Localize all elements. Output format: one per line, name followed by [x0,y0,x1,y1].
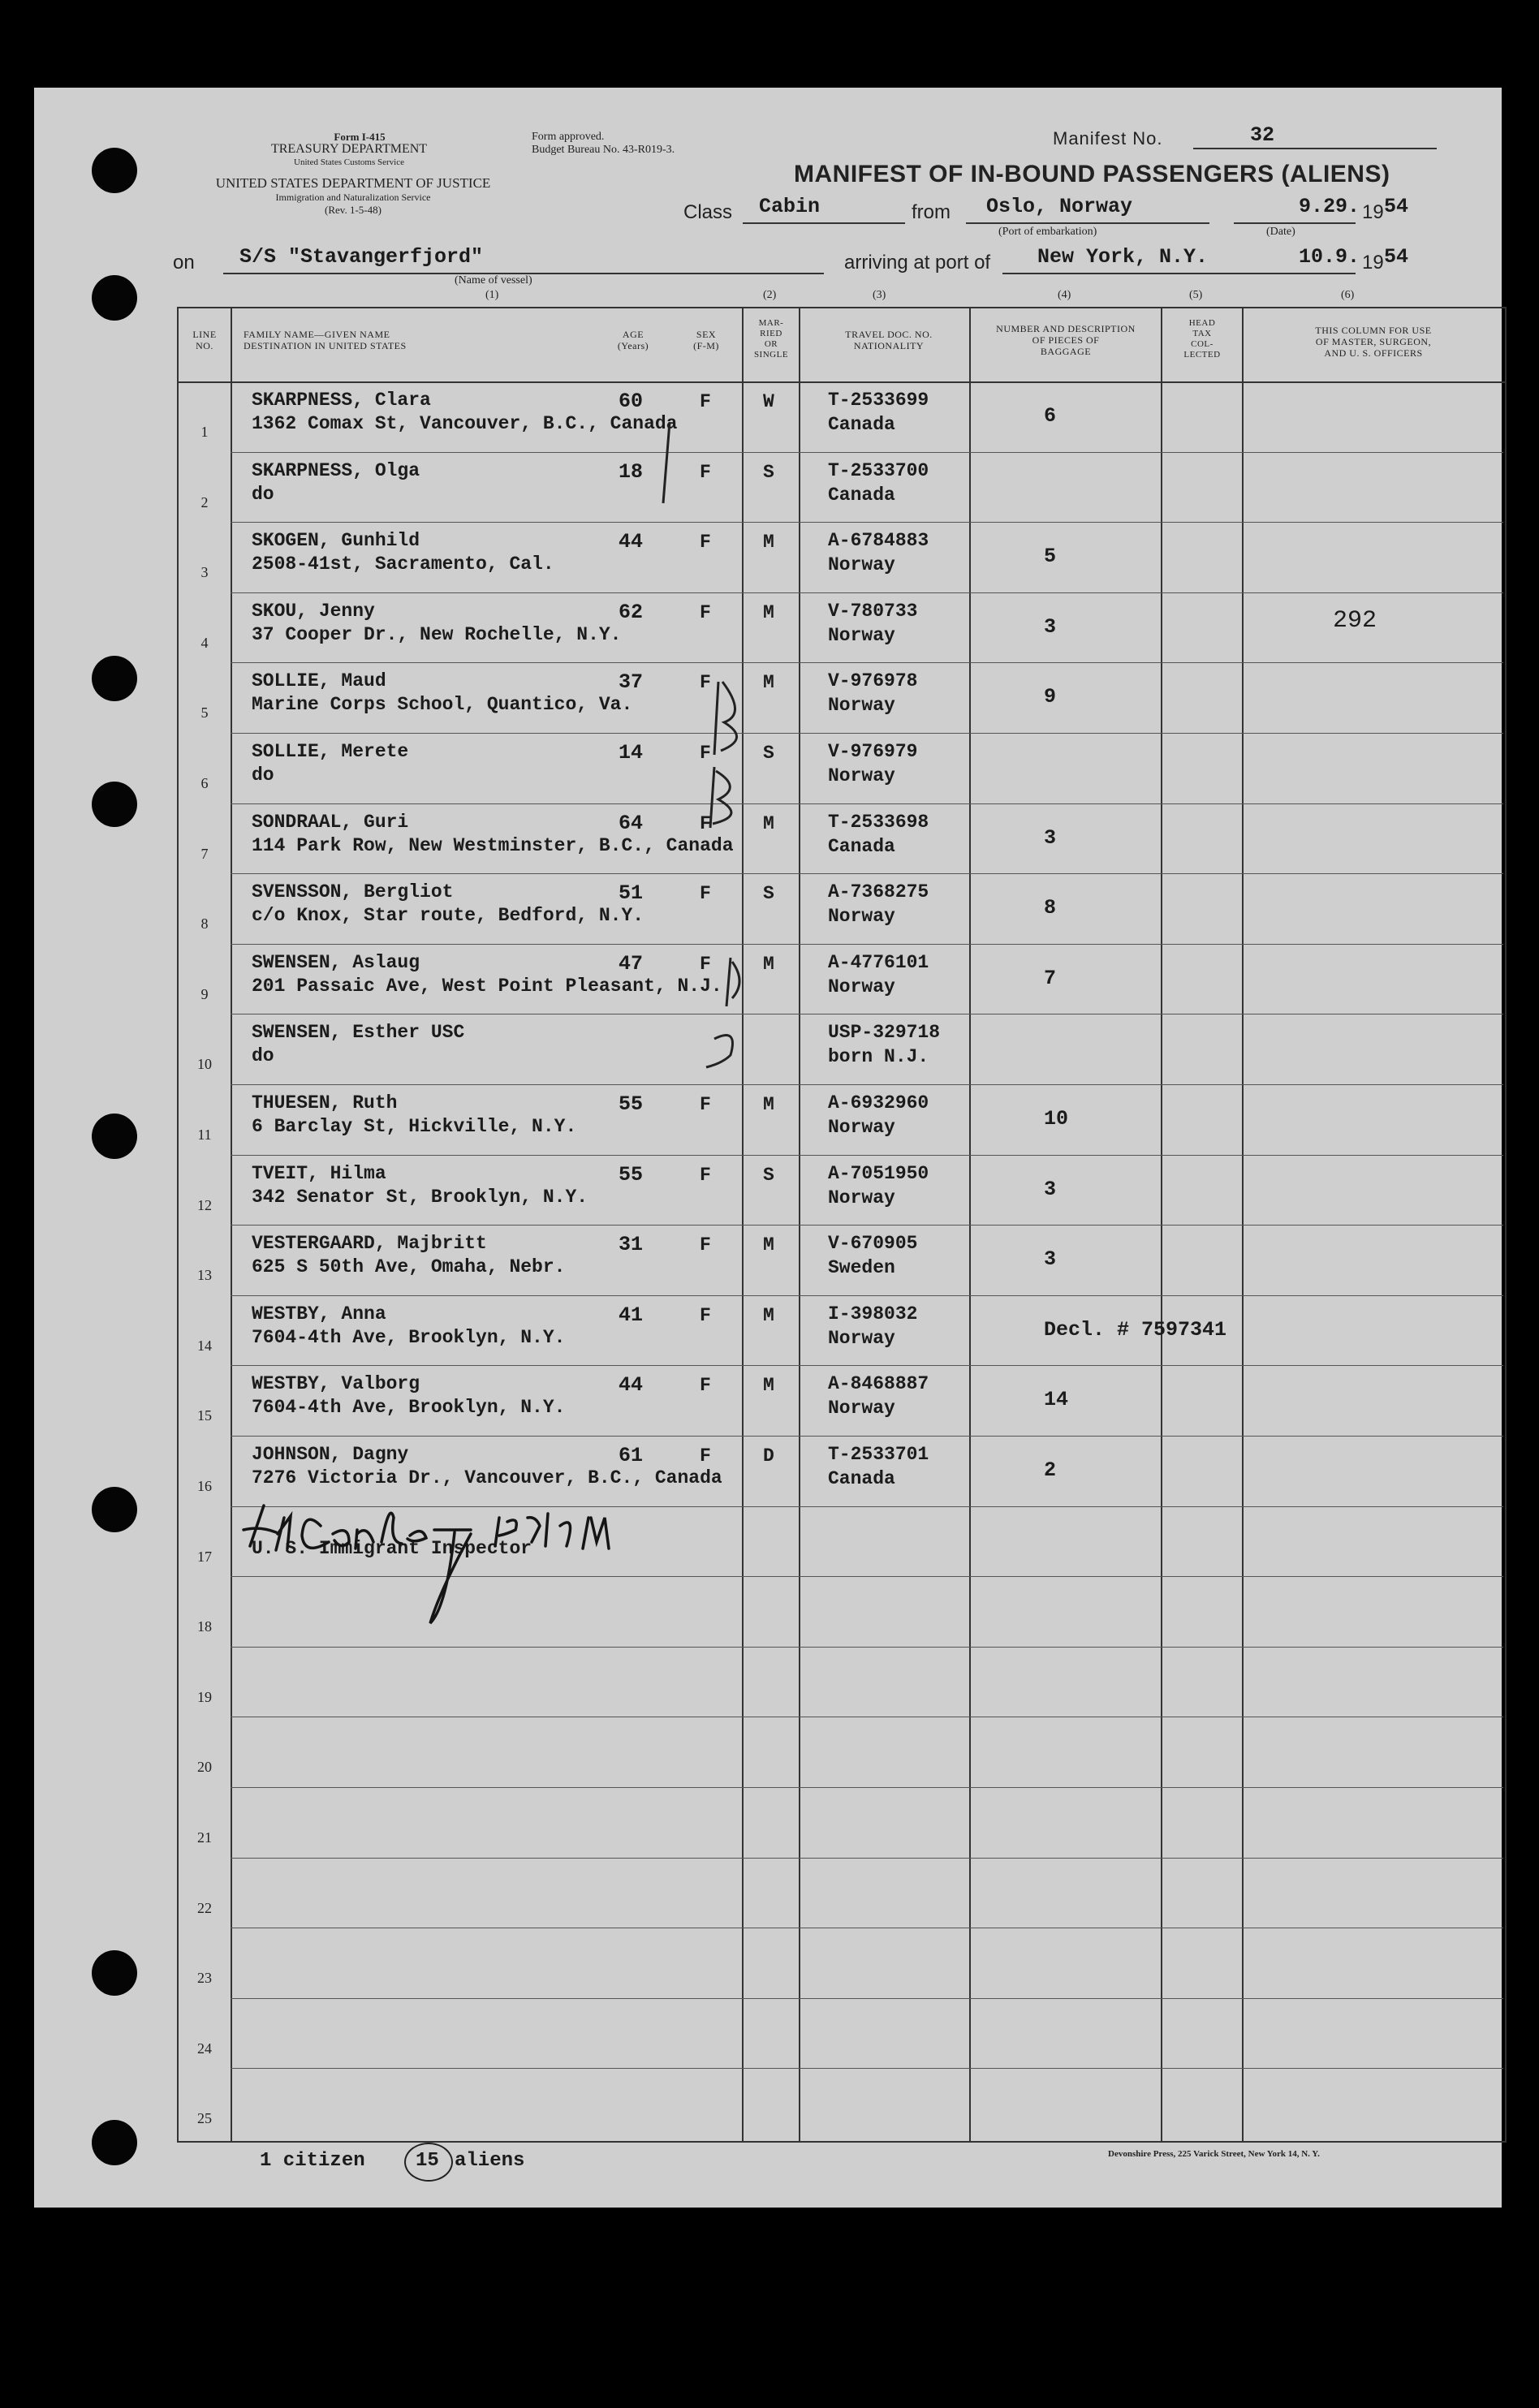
passenger-sex: F [700,812,711,834]
travel-doc-no: V-976979 [828,741,918,762]
baggage-count: 14 [1044,1388,1069,1412]
passenger-name: SWENSEN, Aslaug [252,951,420,973]
from-value: Oslo, Norway [986,195,1133,218]
baggage-count: 10 [1044,1107,1069,1131]
passenger-destination: do [252,483,274,505]
date-underline [1234,222,1356,224]
row-divider [231,873,1503,874]
passenger-sex: F [700,953,711,975]
citizen-count: 1 citizen [260,2150,365,2172]
passenger-name: TVEIT, Hilma [252,1162,386,1184]
vessel-caption: (Name of vessel) [455,274,532,286]
class-underline [743,222,905,224]
col-num: (3) [873,289,886,301]
travel-doc-no: A-4776101 [828,951,929,973]
passenger-sex: F [700,743,711,764]
line-number: 23 [197,1970,212,1987]
line-number: 16 [197,1478,212,1494]
passenger-destination: 7604-4th Ave, Brooklyn, N.Y. [252,1397,566,1419]
arrive-date: 10.9. [1299,245,1360,269]
row-divider [231,733,1503,734]
passenger-sex: F [700,1164,711,1186]
travel-doc-no: V-780733 [828,600,918,622]
passenger-destination: 625 S 50th Ave, Omaha, Nebr. [252,1256,566,1278]
revision: (Rev. 1-5-48) [325,204,382,216]
col-num: (2) [763,289,777,301]
baggage-count: 7 [1044,966,1057,990]
line-number: 2 [200,493,209,510]
col-head-sex: SEX (F-M) [693,329,719,351]
passenger-sex: F [700,1445,711,1467]
alien-count: 15 [416,2150,439,2172]
passenger-age: 44 [619,1373,644,1398]
treasury-dept: TREASURY DEPARTMENT [270,142,428,156]
travel-doc-no: A-6932960 [828,1092,929,1114]
passenger-destination: 7276 Victoria Dr., Vancouver, B.C., Canada [252,1467,722,1488]
passenger-age: 41 [619,1303,644,1327]
justice-dept: UNITED STATES DEPARTMENT OF JUSTICE [215,175,491,191]
line-number: 17 [197,1548,212,1565]
punch-hole [92,1487,137,1532]
form-approved: Form approved. [532,131,605,143]
nationality: Sweden [828,1257,895,1279]
passenger-destination: 201 Passaic Ave, West Point Pleasant, N.J. [252,975,722,997]
travel-doc-no: T-2533701 [828,1444,929,1465]
nationality: Norway [828,765,895,786]
marital-status: S [763,461,774,483]
passenger-sex: F [700,1304,711,1326]
travel-doc-no: A-7051950 [828,1162,929,1184]
travel-doc-no: A-6784883 [828,530,929,552]
nationality: Norway [828,1117,895,1138]
marital-status: M [763,1304,774,1326]
budget-bureau: Budget Bureau No. 43-R019-3. [532,144,675,156]
passenger-name: SKOGEN, Gunhild [252,530,420,552]
port-underline [1002,273,1291,274]
marital-status: M [763,953,774,975]
line-number: 24 [197,2040,212,2057]
row-divider [231,1084,1503,1085]
marital-status: M [763,532,774,554]
punch-hole [92,148,137,193]
manifest-no-value: 32 [1250,123,1275,147]
marital-status: M [763,672,774,694]
passenger-destination: U. S. Immigrant Inspector [252,1537,532,1559]
arrive-year: 54 [1384,245,1409,269]
travel-doc-no: V-976978 [828,670,918,692]
col-divider [1242,307,1244,2141]
row-divider [231,1295,1503,1296]
passenger-age: 64 [619,811,644,835]
passenger-name: SOLLIE, Merete [252,741,409,762]
row-divider [231,1647,1503,1648]
inspector-signature [227,1485,812,1631]
passenger-destination: c/o Knox, Star route, Bedford, N.Y. [252,905,644,927]
row-divider [231,1155,1503,1156]
margin-marks [682,666,779,893]
arriving-label: arriving at port of [844,252,991,274]
passenger-sex: F [700,883,711,905]
date-caption: (Date) [1266,226,1295,238]
punch-hole [92,1114,137,1159]
nationality: Canada [828,1468,895,1489]
row-divider [231,803,1503,804]
baggage-count: 3 [1044,614,1057,639]
line-number: 11 [197,1126,212,1143]
line-number: 20 [197,1759,212,1776]
col-divider [969,307,971,2141]
travel-doc-no: I-398032 [828,1303,918,1325]
nationality: Canada [828,484,895,506]
vessel-col-num: (1) [485,289,499,301]
passenger-destination: 37 Cooper Dr., New Rochelle, N.Y. [252,623,622,645]
line-number: 15 [197,1407,212,1424]
baggage-count: 3 [1044,1247,1057,1272]
line-number: 12 [197,1196,212,1213]
baggage-count: 5 [1044,545,1057,569]
passenger-name: SWENSEN, Esther USC [252,1022,465,1044]
marital-status: M [763,1234,774,1256]
travel-doc-no: T-2533698 [828,811,929,833]
col-head-line: LINE NO. [192,329,217,351]
line-number: 5 [200,704,209,722]
manifest-title: MANIFEST OF IN-BOUND PASSENGERS (ALIENS) [794,161,1390,187]
passenger-age: 31 [619,1233,644,1257]
passenger-name: SKOU, Jenny [252,600,375,622]
row-divider [231,662,1503,663]
line-number: 25 [197,2110,212,2127]
col-head-age: AGE (Years) [617,329,649,351]
manifest-no-underline [1193,148,1437,149]
passenger-destination: 6 Barclay St, Hickville, N.Y. [252,1116,577,1137]
nationality: Norway [828,906,895,928]
col-num: (4) [1058,289,1071,301]
passenger-name: SVENSSON, Bergliot [252,881,454,903]
travel-doc-no: A-7368275 [828,881,929,903]
col-head-baggage: NUMBER AND DESCRIPTION OF PIECES OF BAGGAGE [996,323,1136,357]
line-number: 9 [200,985,209,1002]
passenger-sex: F [700,532,711,554]
row-divider [231,592,1503,593]
col-head-headtax: HEAD TAX COL- LECTED [1183,318,1221,360]
baggage-count: 3 [1044,825,1057,850]
marital-status: M [763,1094,774,1115]
from-underline [966,222,1209,224]
row-divider [231,1858,1503,1859]
nationality: Norway [828,1327,895,1349]
marital-status: M [763,1375,774,1397]
passenger-name: SONDRAAL, Guri [252,811,409,833]
port-value: New York, N.Y. [1037,245,1209,269]
row-divider [231,1998,1503,1999]
col-divider [231,307,232,2141]
col-divider [1161,307,1162,2141]
line-number: 7 [200,845,209,862]
nationality: Canada [828,414,895,435]
passenger-name: THUESEN, Ruth [252,1092,398,1114]
margin-mark-9 [690,950,763,1071]
line-number: 8 [200,915,209,933]
col-divider [742,307,744,2141]
class-value: Cabin [759,195,821,218]
class-label: Class [683,201,733,223]
passenger-age: 55 [619,1092,644,1116]
row-divider [231,1225,1503,1226]
line-number: 4 [200,634,209,651]
baggage-count: 2 [1044,1458,1057,1482]
line-number: 18 [197,1618,212,1635]
arrive-underline [1291,273,1356,274]
punch-hole [92,656,137,701]
row-divider [231,1365,1503,1366]
marital-status: M [763,601,774,623]
baggage-count: Decl. # 7597341 [1044,1317,1227,1342]
passenger-sex: F [700,1234,711,1256]
col-num: (5) [1189,289,1203,301]
header-bottom-line [177,381,1505,383]
marital-status: S [763,1164,774,1186]
passenger-age: 55 [619,1162,644,1187]
travel-doc-no: USP-329718 [828,1022,941,1044]
row-divider [231,522,1503,523]
col-head-married: MAR- RIED OR SINGLE [753,318,789,360]
nationality: born N.J. [828,1046,929,1068]
on-label: on [173,252,195,274]
passenger-name: VESTERGAARD, Majbritt [252,1233,487,1255]
line-number: 3 [200,564,209,581]
passenger-name: SKARPNESS, Clara [252,390,431,411]
nationality: Norway [828,1187,895,1208]
nationality: Norway [828,624,895,646]
passenger-name: SOLLIE, Maud [252,670,386,692]
passenger-destination: 2508-41st, Sacramento, Cal. [252,554,554,575]
row-divider [231,2068,1503,2069]
marital-status: S [763,743,774,764]
passenger-age: 14 [619,741,644,765]
passenger-age: 62 [619,600,644,624]
passenger-age: 47 [619,951,644,976]
baggage-count: 9 [1044,685,1057,709]
passenger-sex: F [700,461,711,483]
ins-service: Immigration and Naturalization Service [275,192,431,203]
vessel-value: S/S "Stavangerfjord" [239,245,484,269]
line-number: 6 [200,775,209,791]
baggage-count: 3 [1044,1177,1057,1201]
year-value: 54 [1384,195,1409,218]
line-number: 14 [197,1337,212,1354]
passenger-name: SKARPNESS, Olga [252,459,420,481]
passenger-age: 61 [619,1444,644,1467]
printer-imprint: Devonshire Press, 225 Varick Street, New York 14, N. Y. [1108,2149,1320,2159]
col-head-officers: THIS COLUMN FOR USE OF MASTER, SURGEON, AND U. S. OFFICERS [1315,325,1432,359]
passenger-name: WESTBY, Valborg [252,1373,420,1395]
row-divider [231,944,1503,945]
passenger-destination: 7604-4th Ave, Brooklyn, N.Y. [252,1326,566,1348]
punch-hole [92,1950,137,1996]
marital-status: D [763,1445,774,1467]
col-divider [799,307,800,2141]
passenger-destination: 114 Park Row, New Westminster, B.C., Canada [252,834,734,856]
passenger-sex: F [700,1094,711,1115]
embark-caption: (Port of embarkation) [998,226,1097,238]
passenger-age: 37 [619,670,644,695]
row-divider [231,1436,1503,1437]
alien-count-circle [404,2143,453,2182]
manifest-no-label: Manifest No. [1053,128,1163,149]
passenger-sex: F [700,672,711,694]
customs-service: United States Customs Service [294,157,404,167]
line-number: 22 [197,1899,212,1916]
passenger-age: 51 [619,881,644,906]
passenger-sex: F [700,391,711,412]
punch-hole [92,2120,137,2165]
line-number: 19 [197,1688,212,1705]
passenger-name: JOHNSON, Dagny [252,1444,409,1465]
line-number: 1 [200,424,209,440]
travel-doc-no: T-2533700 [828,459,929,481]
travel-doc-no: T-2533699 [828,390,929,411]
passenger-sex: F [700,601,711,623]
marital-status: S [763,883,774,905]
nationality: Canada [828,835,895,857]
passenger-destination: Marine Corps School, Quantico, Va. [252,694,633,716]
passenger-age: 18 [619,459,644,484]
nationality: Norway [828,976,895,997]
baggage-count: 8 [1044,896,1057,920]
from-label: from [912,201,951,223]
alien-label: aliens [455,2150,525,2172]
col-head-name: FAMILY NAME—GIVEN NAME DESTINATION IN UNITED STATES [244,329,407,351]
nationality: Norway [828,554,895,576]
travel-doc-no: A-8468887 [828,1373,929,1395]
passenger-destination: 1362 Comax St, Vancouver, B.C., Canada [252,413,678,434]
form-number: Form I-415 [334,131,386,143]
line-number: 13 [197,1267,212,1284]
nationality: Norway [828,1398,895,1419]
row-divider [231,1787,1503,1788]
marital-status: M [763,812,774,834]
row-divider [231,452,1503,453]
year-prefix: 19 [1362,201,1384,223]
margin-mark-1 [653,414,678,511]
date-value: 9.29. [1299,195,1360,218]
passenger-destination: do [252,1045,274,1067]
punch-hole [92,782,137,827]
line-number: 10 [197,1056,212,1073]
punch-hole [92,275,137,321]
passenger-sex: F [700,1375,711,1397]
col-num: (6) [1341,289,1355,301]
passenger-age: 60 [619,390,644,413]
passenger-destination: do [252,765,274,786]
passenger-name: WESTBY, Anna [252,1303,386,1325]
arrive-year-prefix: 19 [1362,252,1384,274]
col-head-travel: TRAVEL DOC. NO. NATIONALITY [845,329,933,351]
nationality: Norway [828,695,895,717]
officer-note: 292 [1333,606,1377,635]
marital-status: W [763,391,774,412]
line-number: 21 [197,1829,212,1846]
passenger-age: 44 [619,530,644,554]
travel-doc-no: V-670905 [828,1233,918,1255]
baggage-count: 6 [1044,404,1057,428]
passenger-destination: 342 Senator St, Brooklyn, N.Y. [252,1186,588,1208]
